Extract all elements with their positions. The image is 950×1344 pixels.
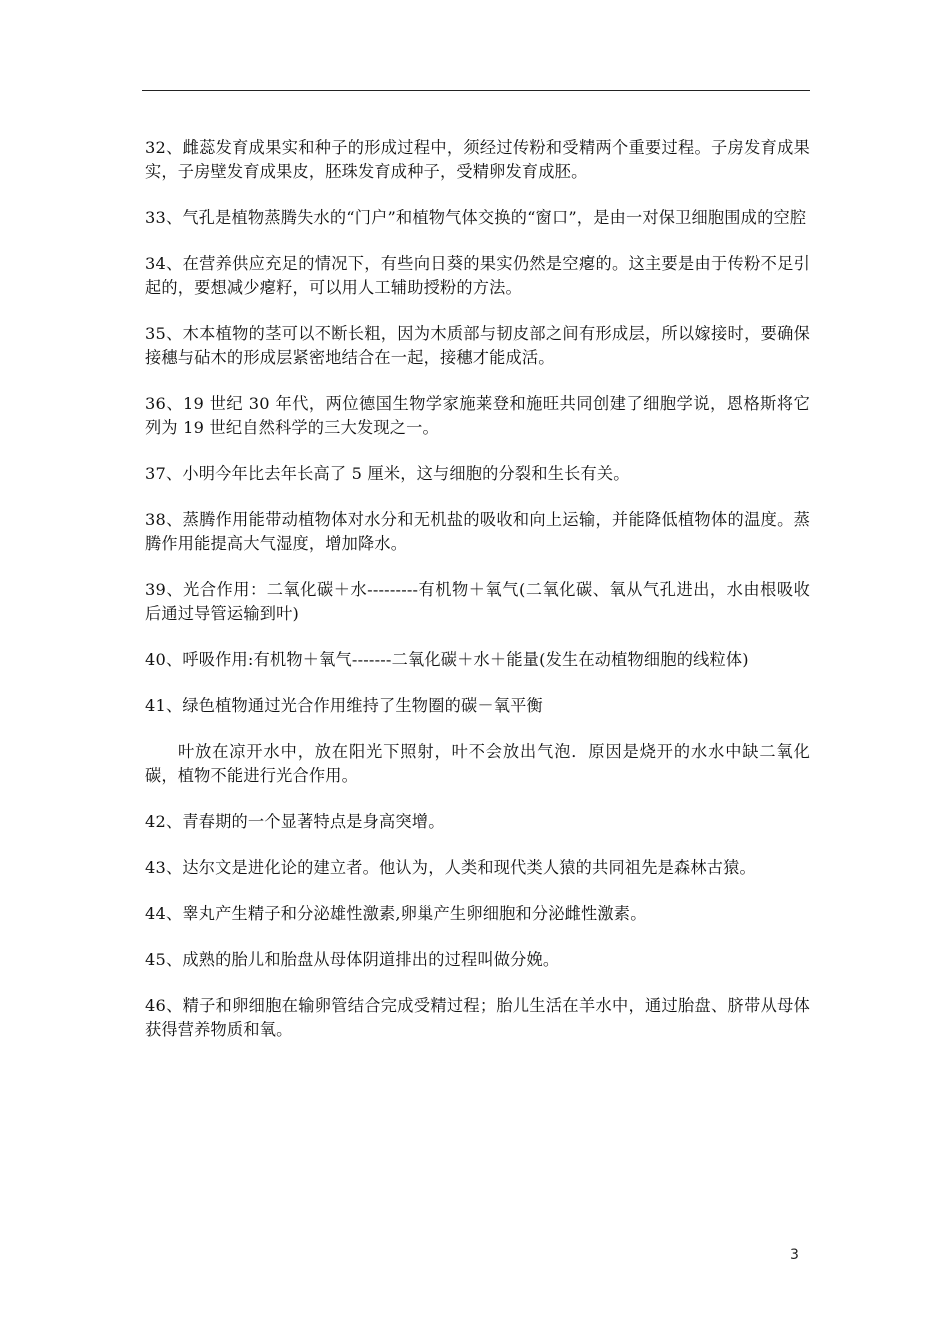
paragraph-36: 36、19 世纪 30 年代，两位德国生物学家施莱登和施旺共同创建了细胞学说，恩格斯将它列为 19 世纪自然科学的三大发现之一。 [145,394,810,437]
page-number: 3 [790,1247,799,1263]
paragraph-44: 44、睾丸产生精子和分泌雄性激素,卵巢产生卵细胞和分泌雌性激素。 [145,904,647,923]
document-body [145,136,810,1042]
paragraph-37: 37、小明今年比去年长高了 5 厘米，这与细胞的分裂和生长有关。 [145,464,630,483]
paragraph-33: 33、气孔是植物蒸腾失水的“门户”和植物气体交换的“窗口”，是由一对保卫细胞围成的空腔 [145,208,807,227]
paragraph-41-note: 叶放在凉开水中，放在阳光下照射，叶不会放出气泡．原因是烧开的水水中缺二氧化碳，植物不能进行光合作用。 [145,742,810,785]
header-rule [142,90,810,91]
paragraph-34: 34、在营养供应充足的情况下，有些向日葵的果实仍然是空瘪的。这主要是由于传粉不足引起的，要想减少瘪籽，可以用人工辅助授粉的方法。 [145,254,810,297]
paragraph-46: 46、精子和卵细胞在输卵管结合完成受精过程；胎儿生活在羊水中，通过胎盘、脐带从母体获得营养物质和氧。 [145,996,810,1039]
paragraph-35: 35、木本植物的茎可以不断长粗，因为木质部与韧皮部之间有形成层，所以嫁接时，要确保接穗与砧木的形成层紧密地结合在一起，接穗才能成活。 [145,324,810,367]
paragraph-42: 42、青春期的一个显著特点是身高突增。 [145,812,445,831]
paragraph-32: 32、雌蕊发育成果实和种子的形成过程中，须经过传粉和受精两个重要过程。子房发育成果实，子房壁发育成果皮，胚珠发育成种子，受精卵发育成胚。 [145,138,810,181]
paragraph-40: 40、呼吸作用:有机物＋氧气-------二氧化碳＋水＋能量(发生在动植物细胞的线粒体) [145,650,749,669]
paragraph-45: 45、成熟的胎儿和胎盘从母体阴道排出的过程叫做分娩。 [145,950,560,969]
paragraph-39: 39、光合作用：二氧化碳＋水---------有机物＋氧气(二氧化碳、氧从气孔进出，水由根吸收后通过导管运输到叶) [145,580,810,623]
paragraph-41: 41、绿色植物通过光合作用维持了生物圈的碳－氧平衡 [145,696,543,715]
paragraph-43: 43、达尔文是进化论的建立者。他认为，人类和现代类人猿的共同祖先是森林古猿。 [145,858,756,877]
paragraph-38: 38、蒸腾作用能带动植物体对水分和无机盐的吸收和向上运输，并能降低植物体的温度。蒸腾作用能提高大气湿度，增加降水。 [145,510,810,553]
